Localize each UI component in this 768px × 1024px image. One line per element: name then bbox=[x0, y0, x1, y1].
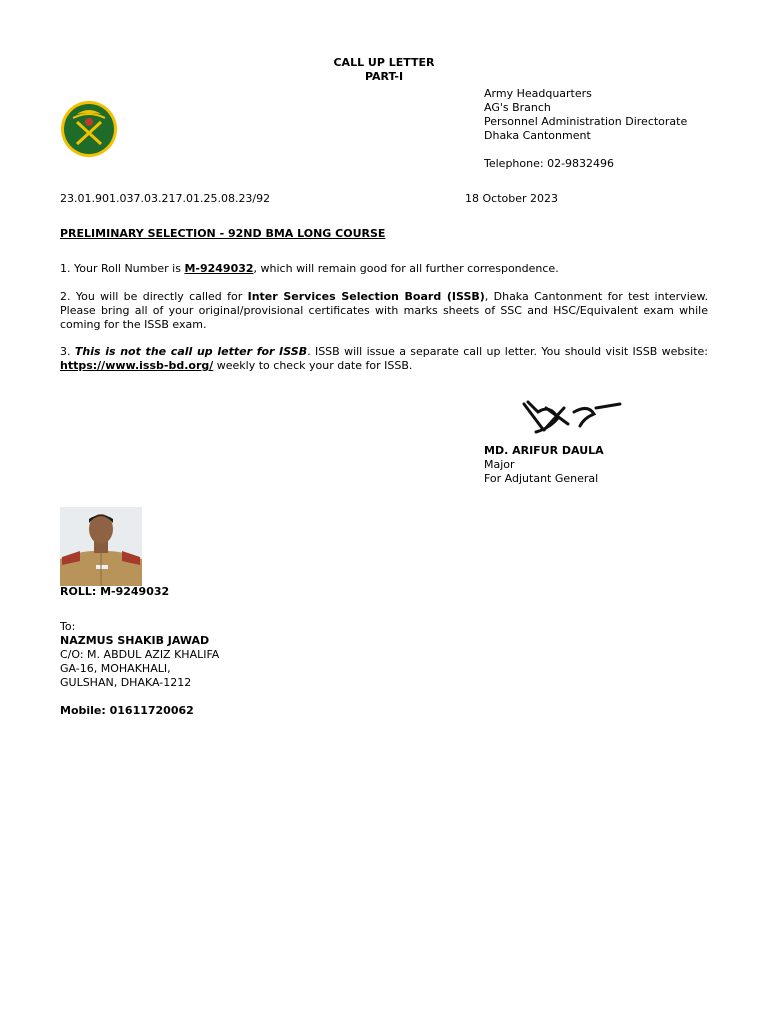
recipient-address-line: GULSHAN, DHAKA-1212 bbox=[60, 676, 192, 689]
letter-title: CALL UP LETTER bbox=[333, 56, 435, 69]
recipient-to: To: bbox=[60, 620, 76, 633]
signatory-block bbox=[484, 444, 604, 486]
letter-subtitle: PART-I bbox=[364, 70, 404, 83]
recipient-name: NAZMUS SHAKIB JAWAD bbox=[60, 634, 210, 647]
army-emblem bbox=[59, 100, 119, 158]
para2-text: 2. You will be directly called for bbox=[60, 290, 248, 303]
para1-text: 1. Your Roll Number is bbox=[60, 262, 185, 275]
photo-roll-label: ROLL: M-9249032 bbox=[60, 585, 170, 598]
para3-text: . ISSB will issue a separate call up letter. You should visit ISSB website: bbox=[307, 345, 708, 358]
paragraph-3 bbox=[60, 345, 708, 373]
office-line: Army Headquarters bbox=[484, 87, 592, 100]
office-telephone: Telephone: 02-9832496 bbox=[484, 157, 615, 170]
candidate-photo bbox=[60, 507, 142, 586]
office-line: AG's Branch bbox=[484, 101, 551, 114]
issb-name: Inter Services Selection Board (ISSB) bbox=[247, 290, 485, 303]
signatory-name: MD. ARIFUR DAULA bbox=[484, 444, 604, 457]
signatory-rank: Major bbox=[484, 458, 515, 471]
para2-text: , Dhaka Cantonment for test interview. Please bring all of your original/provisional certificates with marks sheets of SSC and HSC/Equivalent exam while coming for the ISSB exam. bbox=[60, 290, 708, 331]
letter-date: 18 October 2023 bbox=[465, 192, 559, 205]
paragraph-1 bbox=[60, 262, 708, 276]
signatory-role: For Adjutant General bbox=[484, 472, 599, 485]
office-address bbox=[484, 87, 687, 171]
office-line: Personnel Administration Directorate bbox=[484, 115, 688, 128]
para1-text: , which will remain good for all further correspondence. bbox=[253, 262, 559, 275]
para3-text: weekly to check your date for ISSB. bbox=[213, 359, 413, 372]
reference-number: 23.01.901.037.03.217.01.25.08.23/92 bbox=[60, 192, 271, 205]
subject-line: PRELIMINARY SELECTION - 92ND BMA LONG COURSE bbox=[60, 227, 386, 240]
paragraph-2 bbox=[60, 290, 708, 332]
recipient-block bbox=[60, 620, 219, 718]
recipient-address-line: C/O: M. ABDUL AZIZ KHALIFA bbox=[60, 648, 220, 661]
para3-text: 3. bbox=[60, 345, 75, 358]
signature-image bbox=[484, 378, 656, 444]
recipient-mobile: Mobile: 01611720062 bbox=[60, 704, 194, 717]
recipient-address-line: GA-16, MOHAKHALI, bbox=[60, 662, 171, 675]
roll-number: M-9249032 bbox=[184, 262, 254, 275]
notice-emphasis: This is not the call up letter for ISSB bbox=[74, 345, 308, 358]
office-line: Dhaka Cantonment bbox=[484, 129, 591, 142]
issb-website-link[interactable]: https://www.issb-bd.org/ bbox=[60, 359, 214, 372]
